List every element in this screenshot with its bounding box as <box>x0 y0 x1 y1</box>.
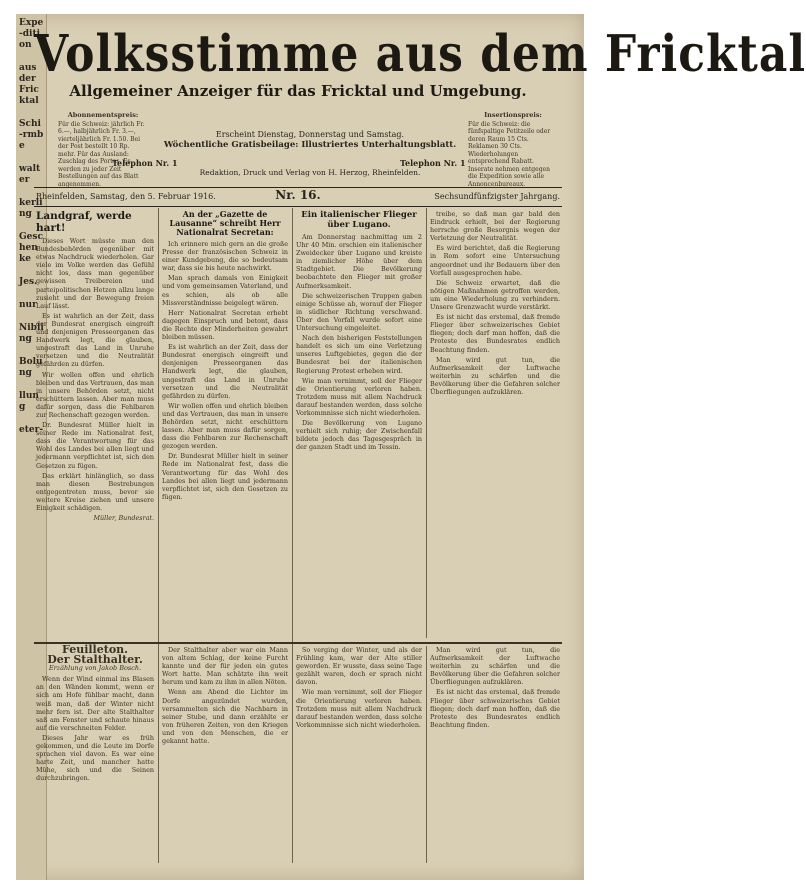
feuilleton-column-1 <box>36 643 154 862</box>
story-paragraph: Es ist nicht das erstemal, daß fremde Flieger über schweizerisches Gebiet fliegen; doch darf man hoffen, daß die Proteste des Bundesrates endlich Beachtung finden. <box>430 688 560 729</box>
article-title-landgraf: Landgraf, werde hart! <box>36 210 132 234</box>
story-paragraph: Wie man vernimmt, soll der Flieger die Orientierung verloren haben. Trotzdem muss mit allem Nachdruck darauf bestanden werden, dass solche Vorkommnisse sich nicht wiederholen. <box>296 688 422 729</box>
spine-text-3: Schi-rmbe <box>19 119 44 151</box>
story-paragraph: Wenn am Abend die Lichter im Dorfe angezündet wurden, versammelten sich die Nachbarn in seiner Stube, und dann erzählte er von früheren Zeiten, von den Kriegen und von den Menschen, die er gekannt hatte. <box>162 688 288 746</box>
spine-text-4: walter <box>19 164 41 185</box>
spine-text-5: kerling <box>19 198 43 219</box>
masthead-info <box>160 128 460 150</box>
spine-text-12: eter- <box>19 425 44 435</box>
spine-text-2: aus der Fricktal <box>19 63 39 106</box>
dateline-bar <box>34 187 562 207</box>
article-column-2 <box>162 210 288 638</box>
article-column-1 <box>36 210 154 638</box>
subscription-text: Für die Schweiz: jährlich Fr. 6.—, halbjährlich Fr. 3.—, vierteljährlich Fr. 1.50. Bei der Post bestellt 10 Rp. mehr. Für das Ausland: Zuschlag des Portos. Es werden zu jeder Zeit Bestellungen auf das Blatt angenommen. <box>58 120 145 188</box>
article-paragraph: Die schweizerischen Truppen gaben einige Schüsse ab, worauf der Flieger in südlicher Richtung verschwand. Über den Vorfall wurde sofort eine Untersuchung eingeleitet. <box>296 291 422 333</box>
spine-text-10: Bolung <box>19 357 43 378</box>
subscription-heading: Abonnementspreis: <box>67 111 139 119</box>
column-rule-2 <box>292 208 293 863</box>
story-paragraph: So verging der Winter, und als der Frühling kam, war der Alte stiller geworden. Er wusste, dass seine Tage gezählt waren, doch er sprach nicht davon. <box>296 646 422 687</box>
article-column-4 <box>430 210 560 638</box>
masthead <box>34 25 806 100</box>
spine-text-11: llung <box>19 391 39 412</box>
telephone-right: Telephon Nr. 1 <box>400 158 466 168</box>
article-paragraph: Am Donnerstag nachmittag um 2 Uhr 40 Min. erschien ein italienischer Zweidecker über Lugano und kreiste in ziemlicher Höhe über dem Stadtgebiet. Die Bevölkerung beobachtete den Flieger mit großer Aufmerksamkeit. <box>296 233 422 290</box>
article-title-gazette: An der „Gazette de Lausanne“ schreibt Herr Nationalrat Secretan: <box>169 209 281 237</box>
article-paragraph: Es ist nicht das erstemal, daß fremde Flieger über schweizerisches Gebiet fliegen; doch darf man hoffen, daß die Proteste des Bundesrates endlich Beachtung finden. <box>430 313 560 354</box>
issue-number: Nr. 16. <box>275 188 321 202</box>
article-paragraph: Das erklärt hinlänglich, so dass man diesen Bestrebungen entgegentreten muss, bevor sie weitere Kreise ziehen und unsere Einigkeit schädigen. <box>36 471 154 512</box>
story-paragraph: Dieses Jahr war es früh gekommen, und die Leute im Dorfe sprachen viel davon. Es war eine harte Zeit, und mancher hatte Mühe, sich und die Seinen durchzubringen. <box>36 733 154 783</box>
volume-year: Sechsundfünfzigster Jahrgang. <box>434 192 560 201</box>
article-paragraph: Es wird berichtet, daß die Regierung in Rom sofort eine Untersuchung angeordnet und ihr Bedauern über den Vorfall ausgesprochen habe. <box>430 244 560 277</box>
column-rule-3 <box>426 208 427 638</box>
ads-text: Für die Schweiz: die fünfspaltige Petitzeile oder deren Raum 15 Cts. Reklamen 30 Cts. Wiederholungen entsprechend Rabatt. Inserate nehmen entgegen die Expedition sowie alle Annoncenbureaux. <box>468 120 551 188</box>
article-paragraph: Dieses Wort müsste man den Bundesbehörden gegenüber mit etwas Nachdruck wiederholen. Gar viele im Volke werden das Gefühl nicht los, dass man gegenüber gewissen Treibereien und parteipolitischen Hetzen allzu lange zusieht und der Bewegung freien Lauf lässt. <box>36 237 154 310</box>
column-rule-1 <box>158 208 159 863</box>
newspaper-subtitle: Allgemeiner Anzeiger für das Fricktal und Umgebung. <box>69 82 527 100</box>
article-signature: Müller, Bundesrat. <box>93 514 154 523</box>
article-paragraph: Wie man vernimmt, soll der Flieger die Orientierung verloren haben. Trotzdem muss mit allem Nachdruck darauf bestanden werden, dass solche Vorkommnisse sich nicht wiederholen. <box>296 376 422 417</box>
subscription-box <box>58 112 148 188</box>
feuilleton-column-4 <box>430 646 560 862</box>
publisher-line: Redaktion, Druck und Verlag von H. Herzog, Rheinfelden. <box>199 168 421 177</box>
supplement-line: Wöchentliche Gratisbeilage: Illustriertes Unterhaltungsblatt. <box>163 140 457 150</box>
ads-heading: Insertionspreis: <box>484 111 542 119</box>
telephone-left: Telephon Nr. 1 <box>112 158 178 168</box>
article-paragraph: Wir wollen offen und ehrlich bleiben und das Vertrauen, das man in unsere Behörden setzt, nicht erschüttern lassen. Aber man muss dafür sorgen, dass die Fehlbaren zur Rechenschaft gezogen werden. <box>162 401 288 451</box>
article-paragraph: Dr. Bundesrat Müller hielt in seiner Rede im Nationalrat fest, dass die Verantwortung für das Wohl des Landes bei allen liegt und jedermann verpflichtet ist, sich den Gesetzen zu fügen. <box>36 421 154 470</box>
article-paragraph: Man wird gut tun, die Aufmerksamkeit der Luftwache weiterhin zu schärfen und die Bevölkerung über die Gefahren solcher Überfliegungen aufzuklären. <box>430 355 560 396</box>
article-paragraph: Die Bevölkerung von Lugano verhielt sich ruhig; der Zwischenfall bildete jedoch das Tagesgespräch in der ganzen Stadt und im Tessin. <box>296 419 422 452</box>
feuilleton-column-2 <box>162 646 288 862</box>
article-paragraph: Herr Nationalrat Secretan erhebt dagegen Einspruch und betont, dass die Rechte der Minderheiten gewahrt bleiben müssen. <box>162 308 288 342</box>
spine-text-9: Nibling <box>19 323 44 344</box>
story-title: Der Stalthalter. <box>47 653 143 667</box>
newspaper-title: Volksstimme aus dem Fricktal <box>34 25 806 84</box>
story-paragraph: Wenn der Wind einmal ins Blasen an den Wänden kommt, wenn er sich am Hofe fühlbar macht, dann weiß man, daß der Winter nicht mehr fern ist. Der alte Stalthalter saß am Fenster und schaute hinaus auf die verschneiten Felder. <box>36 675 154 732</box>
article-paragraph: Man sprach damals von Einigkeit und vom gemeinsamen Vaterland, und es schien, als ob alle Missverständnisse beigelegt wären. <box>162 274 288 307</box>
article-paragraph: Wir wollen offen und ehrlich bleiben und das Vertrauen, das man in unsere Behörden setzt, nicht erschüttern lassen. Aber man muss dafür sorgen, dass die Fehlbaren zur Rechenschaft gezogen werden. <box>36 370 154 419</box>
schedule-line: Erscheint Dienstag, Donnerstag und Samstag. <box>215 130 405 139</box>
feuilleton-heading: Feuilleton. <box>62 643 128 656</box>
article-paragraph: Ich erinnere mich gern an die große Presse der französischen Schweiz in einer Kundgebung, die so bedeutsam war, dass sie bis heute nachwirkt. <box>162 240 288 273</box>
story-paragraph: Der Stalthalter aber war ein Mann von altem Schlag, der keine Furcht kannte und der für jeden ein gutes Wort hatte. Man schätzte ihn weit herum und kam zu ihm in allen Nöten. <box>162 646 288 687</box>
article-paragraph: Die Schweiz erwartet, daß die nötigen Maßnahmen getroffen werden, um eine Wiederholung zu verhindern. Unsere Grenzwacht wurde verstärkt. <box>430 278 560 312</box>
article-paragraph: Es ist wahrlich an der Zeit, dass der Bundesrat energisch eingreift und denjenigen Presseorganen das Handwerk legt, die glauben, ungestraft das Land in Unruhe versetzen und die Neutralität gefährden zu dürfen. <box>162 343 288 400</box>
article-title-flieger: Ein italienischer Flieger über Lugano. <box>301 210 417 230</box>
article-paragraph: treibe, so daß man gar bald den Eindruck erhielt, bei der Regierung herrsche große Besorgnis wegen der Verletzung der Neutralität. <box>430 210 560 243</box>
spine-text-1: Expe-dition <box>19 18 44 50</box>
spine-text-8: nur <box>19 300 37 310</box>
ads-box <box>468 112 558 188</box>
story-subtitle: Erzählung von Jakob Bosch. <box>48 664 142 673</box>
story-paragraph: Man wird gut tun, die Aufmerksamkeit der Luftwache weiterhin zu schärfen und die Bevölkerung über die Gefahren solcher Überfliegungen aufzuklären. <box>430 646 560 687</box>
spine-text-7: Jes. <box>19 277 38 287</box>
feuilleton-column-3 <box>296 646 422 862</box>
column-rule-4 <box>426 646 427 863</box>
article-paragraph: Nach den bisherigen Feststellungen handelt es sich um eine Verletzung unseres Luftgebietes, gegen die der Bundesrat bei der italienischen Regierung Protest erheben wird. <box>296 334 422 375</box>
article-paragraph: Es ist wahrlich an der Zeit, dass der Bundesrat energisch eingreift und denjenigen Presseorganen das Handwerk legt, die glauben, ungestraft das Land in Unruhe versetzen und die Neutralität gefährden zu dürfen. <box>36 311 154 369</box>
place-date: Rheinfelden, Samstag, den 5. Februar 1916. <box>36 192 216 201</box>
article-column-3 <box>296 210 422 638</box>
spine-text-6: Geschenke <box>19 232 43 264</box>
article-paragraph: Dr. Bundesrat Müller hielt in seiner Rede im Nationalrat fest, dass die Verantwortung für das Wohl des Landes bei allen liegt und jedermann verpflichtet ist, sich den Gesetzen zu fügen. <box>162 452 288 501</box>
